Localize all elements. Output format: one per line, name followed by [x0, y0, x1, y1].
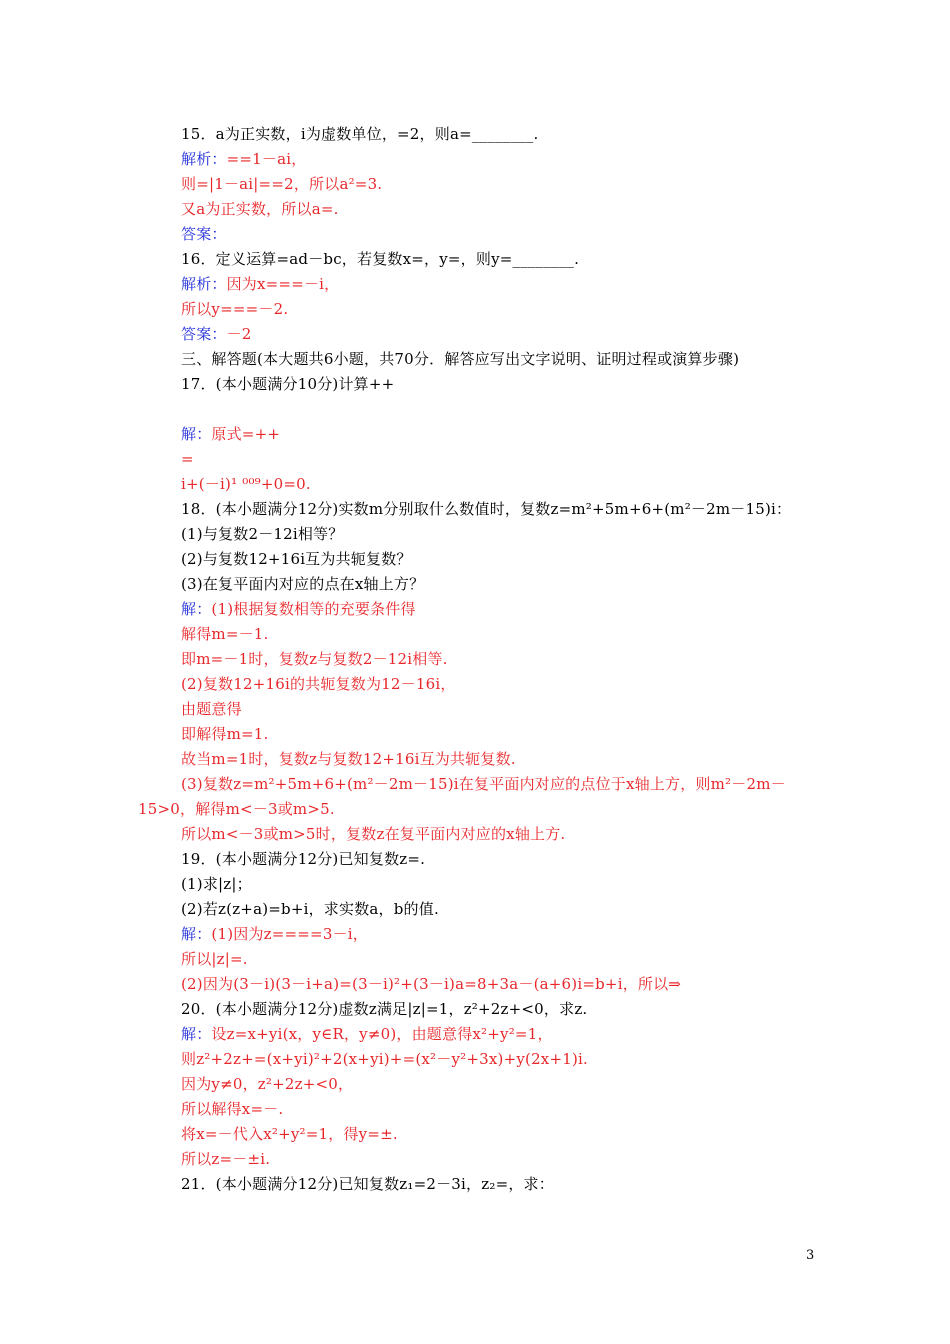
text-run: 因为y≠0，z²+2z+<0， [181, 1075, 354, 1093]
text-run: 21．(本小题满分12分)已知复数z₁=2－3i，z₂=，求： [181, 1175, 554, 1193]
text-line [181, 274, 339, 294]
text-run: 解： [181, 1025, 212, 1043]
text-line [181, 574, 424, 594]
page-number: 3 [806, 1248, 815, 1263]
text-run: ==1－ai， [226, 150, 307, 168]
text-run: 解： [181, 600, 212, 618]
text-run: 19．(本小题满分12分)已知复数z=. [181, 850, 426, 868]
text-line [181, 774, 786, 794]
text-run: (1)因为z====3－i， [211, 925, 368, 943]
text-run: 所以|z|=. [181, 950, 248, 968]
text-run: 因为x===－i， [226, 275, 340, 293]
text-line [181, 999, 587, 1019]
text-run: 所以解得x=－. [181, 1100, 284, 1118]
text-run: 解： [181, 925, 212, 943]
text-line [181, 499, 791, 519]
text-run: 所以z=－±i. [181, 1150, 271, 1168]
text-line [181, 174, 382, 194]
text-line [181, 874, 252, 894]
text-line [181, 149, 306, 169]
text-line [181, 1024, 553, 1044]
text-run: 解： [181, 425, 212, 443]
text-line [181, 949, 248, 969]
text-line [181, 1099, 283, 1119]
text-line [181, 374, 394, 394]
text-line [181, 724, 269, 744]
text-run: 17．(本小题满分10分)计算++ [181, 375, 395, 393]
text-run: 解得m=－1. [181, 625, 269, 643]
text-line [181, 699, 242, 719]
text-run: 解析： [181, 275, 227, 293]
text-line [138, 799, 335, 819]
text-line [181, 524, 343, 544]
text-run: 15>0，解得m<－3或m>5. [138, 800, 335, 818]
text-line [181, 974, 681, 994]
text-run: (2)与复数12+16i互为共轭复数？ [181, 550, 412, 568]
text-line [181, 624, 269, 644]
text-run: i+(－i)¹ ⁰⁰⁹+0=0. [181, 475, 311, 493]
text-line [181, 899, 439, 919]
text-run: 所以m<－3或m>5时，复数z在复平面内对应的x轴上方. [181, 825, 566, 843]
text-run: 答案： [181, 325, 227, 343]
text-line [181, 424, 280, 444]
text-line [181, 824, 565, 844]
text-run: 18．(本小题满分12分)实数m分别取什么数值时，复数z=m²+5m+6+(m²－2m－15)i： [181, 500, 792, 518]
text-line [181, 849, 425, 869]
text-line [181, 199, 339, 219]
text-run: 所以y===－2. [181, 300, 289, 318]
text-run: －2 [226, 325, 252, 343]
text-run: (3)复数z=m²+5m+6+(m²－2m－15)i在复平面内对应的点位于x轴上方，则m²－2m－ [181, 775, 786, 793]
text-run: 又a为正实数，所以a=. [181, 200, 339, 218]
text-run: 即解得m=1. [181, 725, 269, 743]
text-line [181, 674, 456, 694]
text-run: 三、解答题(本大题共6小题，共70分．解答应写出文字说明、证明过程或演算步骤) [181, 350, 740, 368]
text-run: 解析： [181, 150, 227, 168]
text-line [181, 349, 739, 369]
text-run: 答案： [181, 225, 227, 243]
text-run: 即m=－1时，复数z与复数2－12i相等. [181, 650, 448, 668]
text-run: (2)复数12+16i的共轭复数为12－16i， [181, 675, 456, 693]
text-run: = [181, 450, 194, 468]
text-run: 设z=x+yi(x，y∈R，y≠0)，由题意得x²+y²=1， [211, 1025, 553, 1043]
text-run: 故当m=1时，复数z与复数12+16i互为共轭复数. [181, 750, 516, 768]
text-line [181, 474, 311, 494]
text-run: 15．a为正实数，i为虚数单位，=2，则a=________. [181, 125, 539, 143]
text-line [181, 749, 516, 769]
text-line [181, 1049, 588, 1069]
text-run: 则=|1－ai|==2，所以a²=3. [181, 175, 383, 193]
text-line [181, 249, 579, 269]
text-line [181, 924, 368, 944]
text-run: 20．(本小题满分12分)虚数z满足|z|=1，z²+2z+<0，求z. [181, 1000, 588, 1018]
text-line [181, 124, 538, 144]
text-line [181, 449, 194, 469]
text-line [181, 224, 227, 244]
text-run: (2)因为(3－i)(3－i+a)=(3－i)²+(3－i)a=8+3a－(a+6)i=b+i，所以⇒ [181, 975, 682, 993]
text-line [181, 1174, 554, 1194]
text-run: 将x=－代入x²+y²=1，得y=±. [181, 1125, 398, 1143]
text-run: (1)根据复数相等的充要条件得 [211, 600, 416, 618]
text-line [181, 599, 416, 619]
text-run: 则z²+2z+=(x+yi)²+2(x+yi)+=(x²－y²+3x)+y(2x+1)i. [181, 1050, 588, 1068]
text-run: (3)在复平面内对应的点在x轴上方？ [181, 575, 425, 593]
text-run: 由题意得 [181, 700, 242, 718]
text-line [181, 549, 412, 569]
text-run: 原式=++ [211, 425, 281, 443]
text-line [181, 324, 252, 344]
text-run: (1)求|z|； [181, 875, 252, 893]
text-run: (1)与复数2－12i相等？ [181, 525, 344, 543]
text-run: 16．定义运算=ad－bc，若复数x=，y=，则y=________. [181, 250, 580, 268]
text-line [181, 649, 448, 669]
text-line [181, 299, 288, 319]
text-run: (2)若z(z+a)=b+i，求实数a，b的值. [181, 900, 439, 918]
text-line [181, 1074, 353, 1094]
text-line [181, 1149, 270, 1169]
text-line [181, 1124, 398, 1144]
